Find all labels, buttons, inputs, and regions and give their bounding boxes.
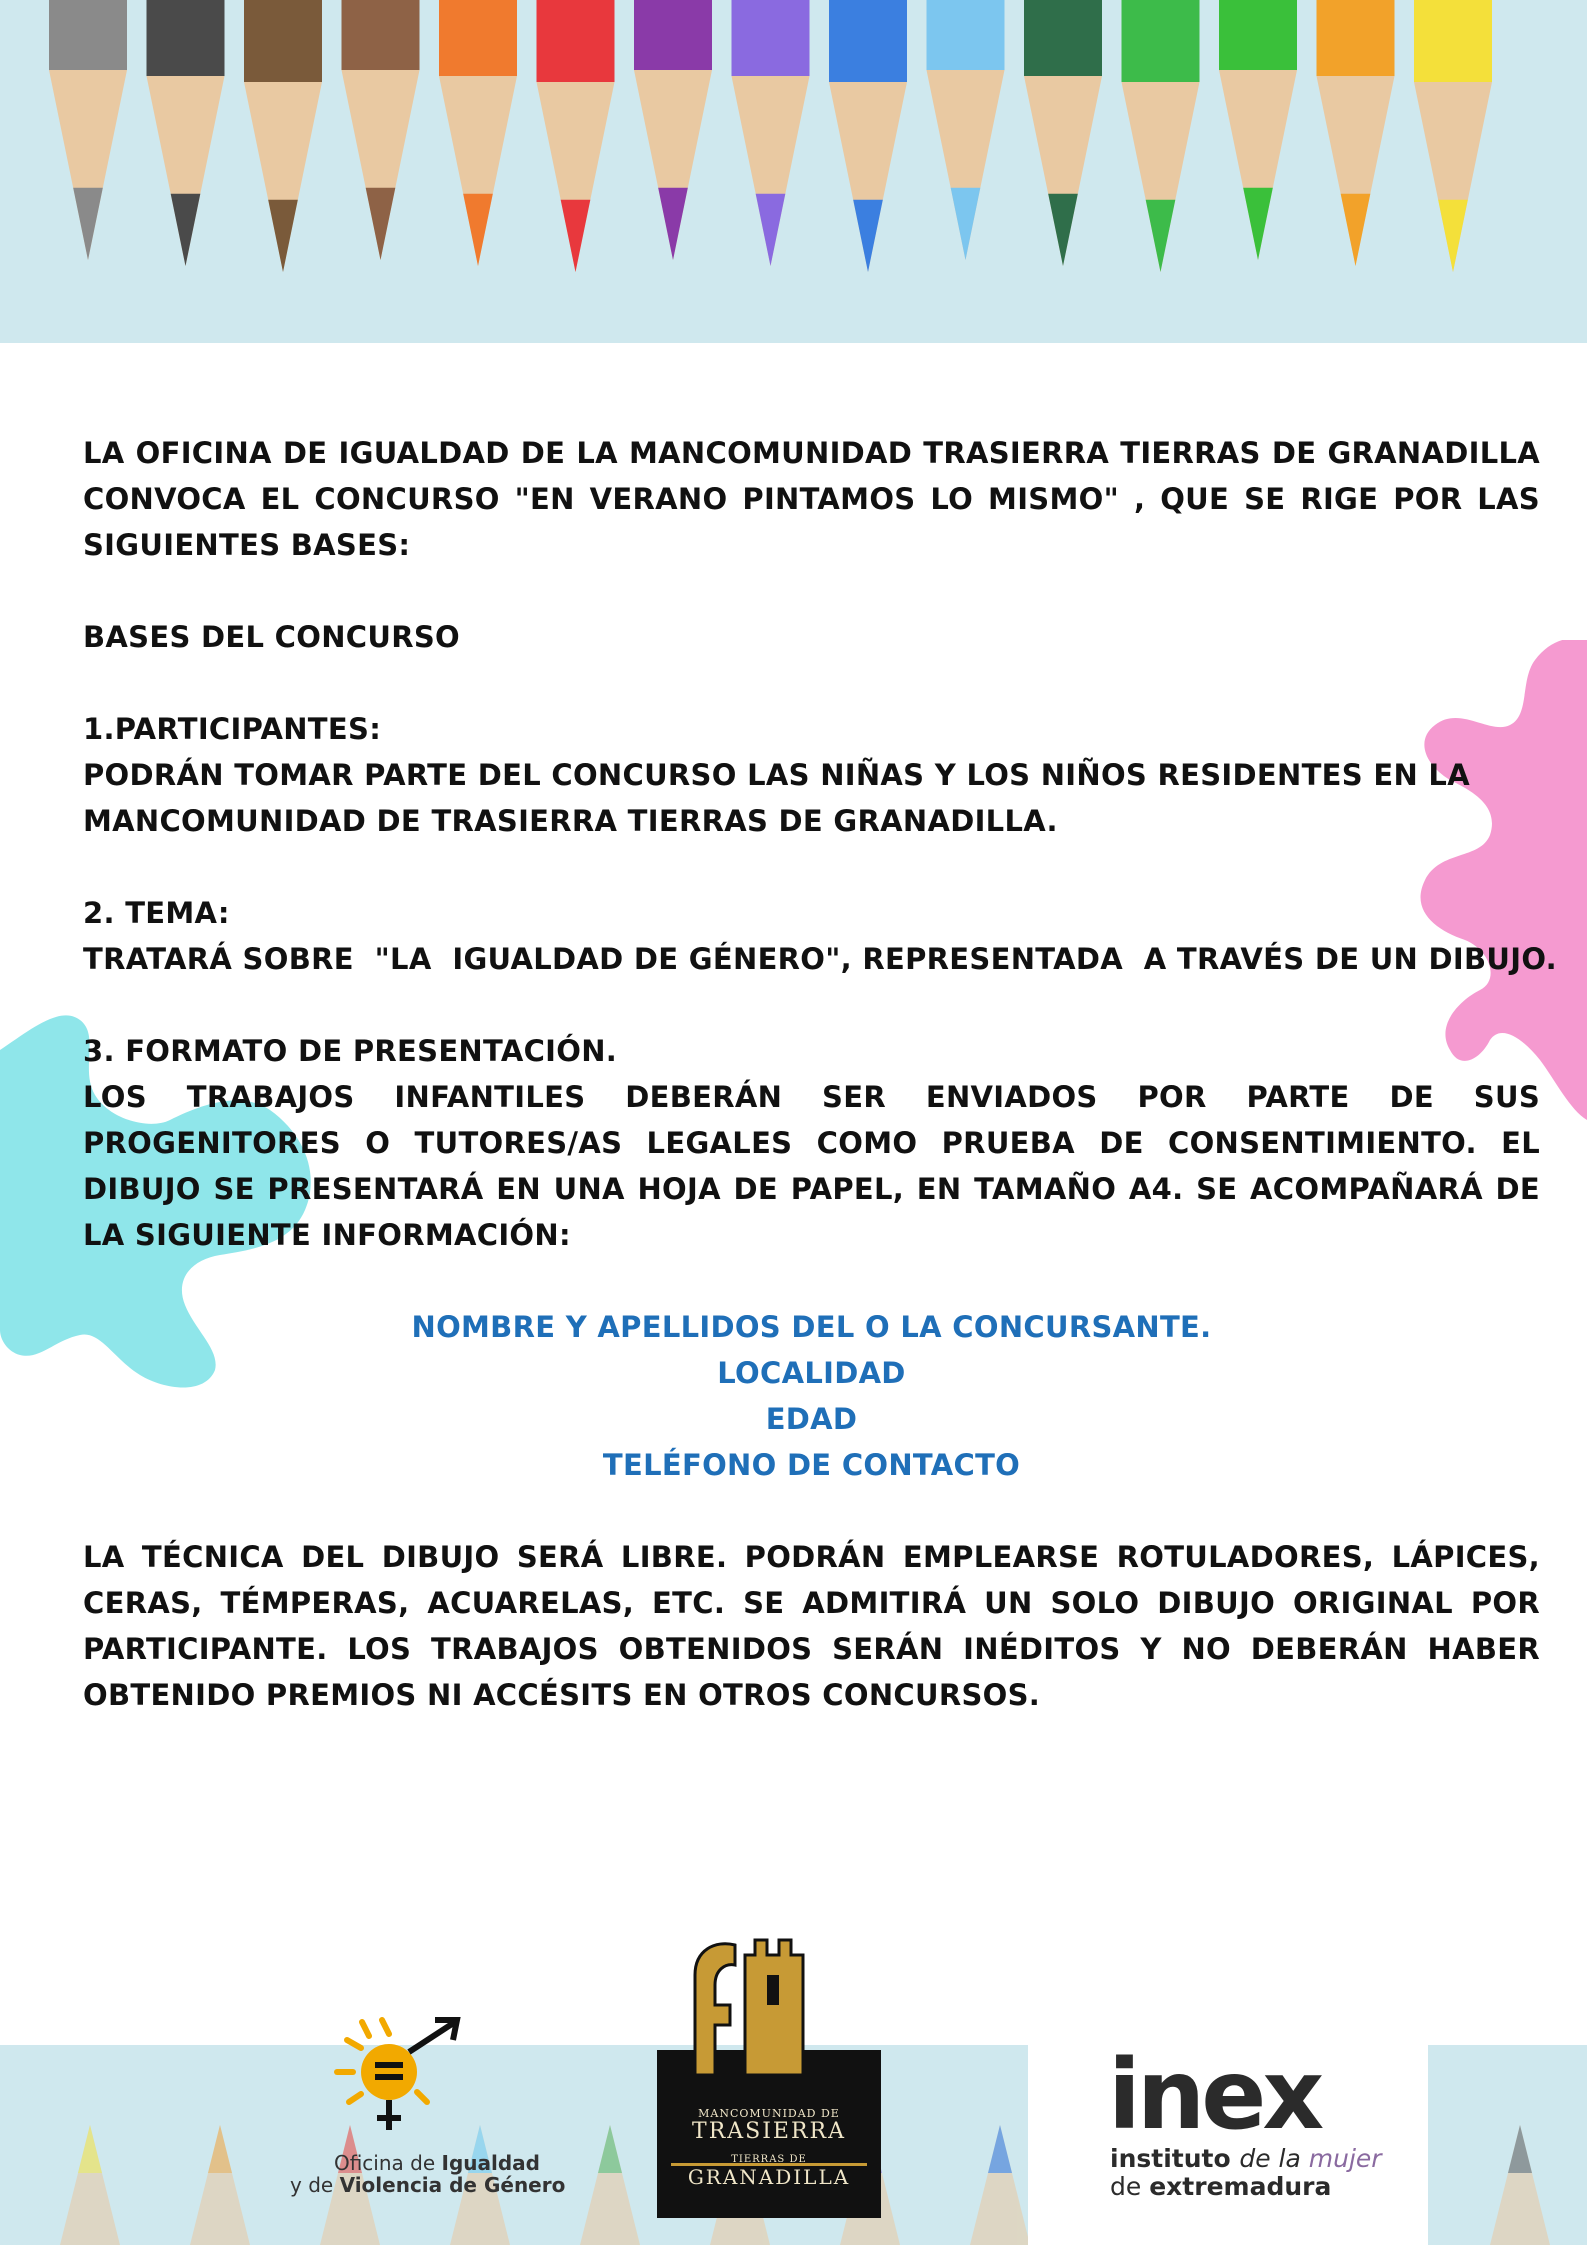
intro-paragraph: LA OFICINA DE IGUALDAD DE LA MANCOMUNIDAD TRASIERRA TIERRAS DE GRANADILLA CONVOCA EL CONCURSO "EN VERANO PINTAMOS LO MISMO" , QUE SE RIGE POR LAS SIGUIENTES BASES: (83, 436, 1540, 562)
pencil (1024, 0, 1102, 266)
inex-wordmark: inex (1108, 2039, 1321, 2151)
trasierra-text-small: TIERRAS DE (731, 2154, 807, 2165)
trasierra-text-top: MANCOMUNIDAD DE (698, 2107, 840, 2120)
section1-line2: MANCOMUNIDAD DE TRASIERRA TIERRAS DE GRANADILLA. (83, 804, 1058, 838)
list-item: TELÉFONO DE CONTACTO (602, 1448, 1021, 1482)
colored-pencils-illustration (0, 0, 1587, 343)
pencil (49, 0, 127, 260)
pencil (244, 0, 322, 272)
inex-text-2b: extremadura (1149, 2172, 1332, 2201)
inex-text-1c: mujer (1308, 2144, 1382, 2173)
igualdad-text-2b: Violencia de Género (339, 2173, 566, 2197)
pencil (829, 0, 907, 272)
pencil (190, 2125, 250, 2245)
top-pencil-banner (0, 0, 1587, 343)
pencil (342, 0, 420, 260)
trasierra-text-bottom: GRANADILLA (687, 2165, 851, 2189)
list-item: LOCALIDAD (717, 1356, 906, 1390)
required-info-list (83, 1304, 1540, 1488)
list-item: NOMBRE Y APELLIDOS DEL O LA CONCURSANTE. (411, 1310, 1212, 1344)
contest-document (83, 430, 1557, 1718)
igualdad-text-1a: Oficina de (333, 2151, 442, 2175)
igualdad-text-1b: Igualdad (441, 2151, 540, 2175)
technique-paragraph: LA TÉCNICA DEL DIBUJO SERÁ LIBRE. PODRÁN EMPLEARSE ROTULADORES, LÁPICES, CERAS, TÉMPERAS, ACUARELAS, ETC. SE ADMITIRÁ UN SOLO DIBUJO ORIGINAL POR PARTICIPANTE. LOS TRABAJOS OBTENIDOS SERÁN INÉDITOS Y NO DEBERÁN HABER OBTENIDO PREMIOS NI ACCÉSITS EN OTROS CONCURSOS. (83, 1540, 1540, 1712)
pencil (1317, 0, 1395, 266)
inex-text-1a: instituto (1110, 2144, 1240, 2173)
igualdad-text-2a: y de (290, 2173, 340, 2197)
bases-heading: BASES DEL CONCURSO (83, 620, 460, 654)
pencil (1219, 0, 1297, 260)
pencil (927, 0, 1005, 260)
trasierra-text-middle: TRASIERRA (692, 2119, 846, 2144)
inex-logo (1028, 2039, 1428, 2245)
pencil (1490, 2125, 1550, 2245)
section3-body: LOS TRABAJOS INFANTILES DEBERÁN SER ENVIADOS POR PARTE DE SUS PROGENITORES O TUTORES/AS LEGALES COMO PRUEBA DE CONSENTIMIENTO. EL DIBUJO SE PRESENTARÁ EN UNA HOJA DE PAPEL, EN TAMAÑO A4. SE ACOMPAÑARÁ DE LA SIGUIENTE INFORMACIÓN: (83, 1080, 1540, 1252)
pencil (147, 0, 225, 266)
pencil (1414, 0, 1492, 272)
mancomunidad-trasierra-logo (655, 1935, 883, 2220)
inex-text-2a: de (1110, 2172, 1150, 2201)
pencil (732, 0, 810, 266)
section2-heading: 2. TEMA: (83, 896, 230, 930)
section1-line1: PODRÁN TOMAR PARTE DEL CONCURSO LAS NIÑAS Y LOS NIÑOS RESIDENTES EN LA (83, 758, 1470, 792)
pencil (970, 2125, 1030, 2245)
pencil (60, 2125, 120, 2245)
oficina-igualdad-logo (255, 2010, 566, 2210)
section1-heading: 1.PARTICIPANTES: (83, 712, 382, 746)
pencil (1122, 0, 1200, 272)
pencil (537, 0, 615, 272)
inex-text-1b: de la (1239, 2144, 1309, 2173)
list-item: EDAD (765, 1402, 858, 1436)
pencil (580, 2125, 640, 2245)
section2-body: TRATARÁ SOBRE "LA IGUALDAD DE GÉNERO", REPRESENTADA A TRAVÉS DE UN DIBUJO. (83, 942, 1557, 976)
pencil (439, 0, 517, 266)
gender-equality-icon (327, 2010, 487, 2140)
pencil (634, 0, 712, 260)
section3-heading: 3. FORMATO DE PRESENTACIÓN. (83, 1034, 618, 1068)
